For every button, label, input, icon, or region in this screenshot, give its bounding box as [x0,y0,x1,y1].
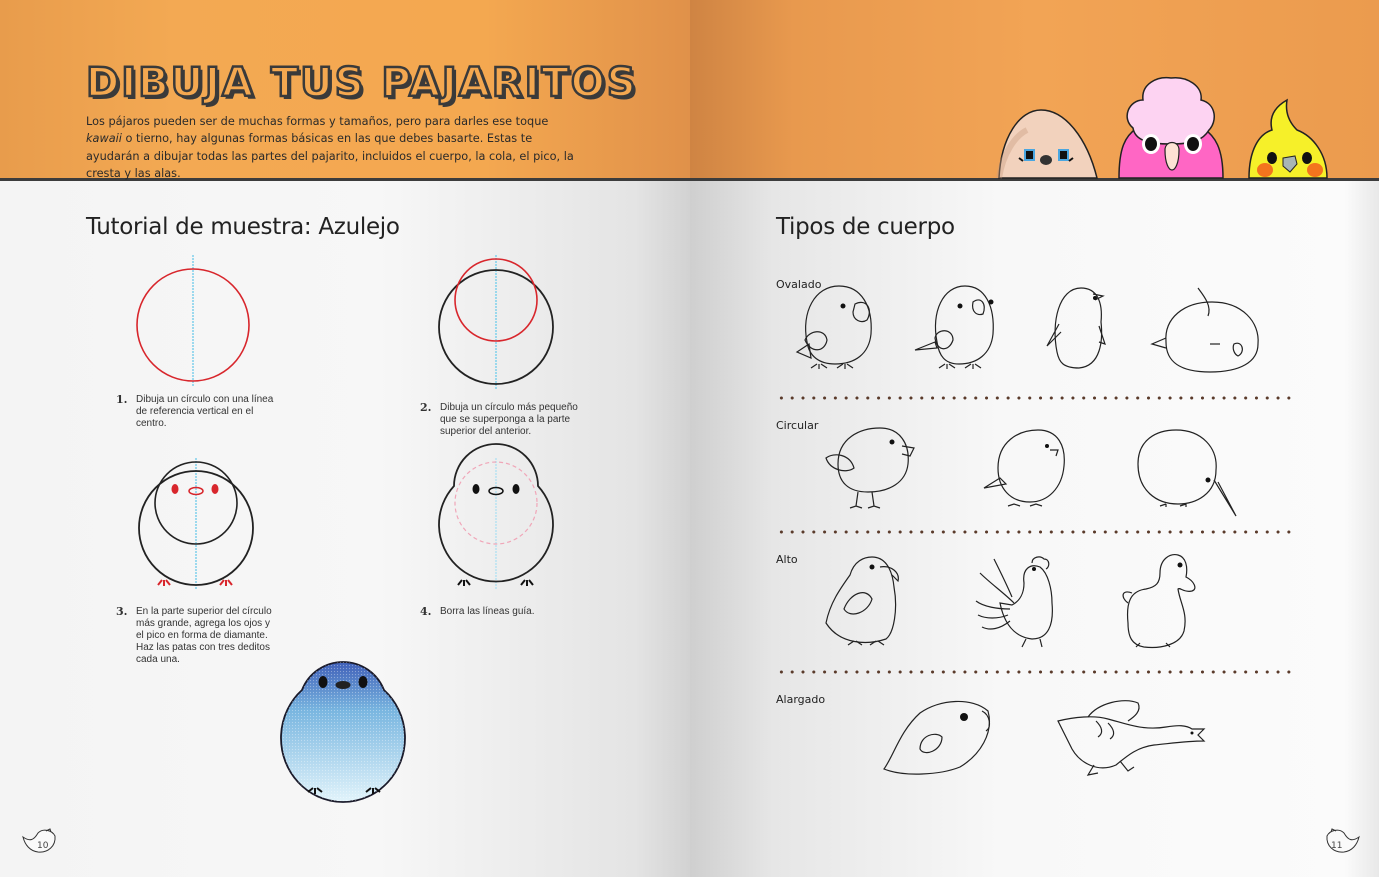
eye-right [513,484,520,494]
page-number: 10 [37,841,49,851]
eye-left [473,484,480,494]
step3-illustration [134,458,264,593]
step-number: 1. [116,393,128,406]
step-text: En la parte superior del círculo más grande, agrega los ojos y el pico en forma de diamante. Haz las patas con tres deditos cada una. [136,606,272,665]
eye-right [359,676,368,688]
alargado-birds [880,697,1220,777]
body-types-title: Tipos de cuerpo [776,214,955,240]
alto-bird-rooster [976,557,1052,647]
step-text: Borra las líneas guía. [440,606,535,617]
step1-illustration [130,255,260,390]
oval-bird-1 [797,286,871,369]
foot-left [158,580,170,586]
page-title: DIBUJA TUS PAJARITOS [86,60,638,106]
intro-paragraph [86,113,586,182]
circular-bird-2 [984,430,1064,506]
foot-left [458,580,470,586]
step-text: Dibuja un círculo con una línea de referencia vertical en el centro. [136,394,274,429]
oval-bird-2 [915,286,993,369]
intro-text-end: o tierno, hay algunas formas básicas en las que debes basarte. Estas te ayudarán a dibujar todas las partes del pajarito, incluidos el cuerpo, la cola, el pico, la cresta y las alas. [86,132,574,180]
section-divider [776,530,1296,534]
step-4 [420,606,580,618]
oval-bird-penguin [1047,288,1105,368]
step-number: 2. [420,401,432,414]
page-number: 11 [1331,841,1343,851]
peeking-birds-illustration [997,78,1327,178]
tutorial-title: Tutorial de muestra: Azulejo [86,214,400,240]
circular-bird-kiwi [1138,430,1236,516]
section-divider [776,670,1296,674]
alto-bird-pigeon [826,557,898,645]
right-page [690,0,1379,877]
oval-bird-cockatiel [1152,288,1258,372]
beak [336,681,351,689]
step-1 [116,394,276,430]
tan-bird [999,110,1097,178]
step-2 [420,402,580,438]
category-label-ovalado: Ovalado [776,278,822,291]
yellow-cockatiel-bird [1249,100,1327,178]
step-text: Dibuja un círculo más pequeño que se superponga a la parte superior del anterior. [440,402,578,437]
eye-right [212,484,219,494]
eye-left [172,484,179,494]
circular-birds [820,424,1250,514]
step2-illustration [435,255,565,395]
alto-bird-duck [1123,555,1195,648]
step-3 [116,606,276,666]
intro-text: Los pájaros pueden ser de muchas formas y tamaños, pero para darles ese toque [86,115,549,128]
intro-italic: kawaii [86,132,122,146]
circular-bird-1 [826,428,914,508]
alargado-bird-parakeet [884,701,989,774]
ovalado-birds [795,282,1295,374]
step-number: 4. [420,605,432,618]
category-label-alto: Alto [776,553,798,566]
pink-galah-bird [1119,78,1223,178]
alto-birds [820,553,1260,653]
step4-illustration [435,458,565,593]
section-divider [776,396,1296,400]
step-number: 3. [116,605,128,618]
eye-left [319,676,328,688]
foot-right [220,580,232,586]
category-label-alargado: Alargado [776,693,826,706]
category-label-circular: Circular [776,419,819,432]
foot-right [521,580,533,586]
alargado-bird-goose [1058,701,1204,775]
bluebird-final-illustration [276,652,412,797]
